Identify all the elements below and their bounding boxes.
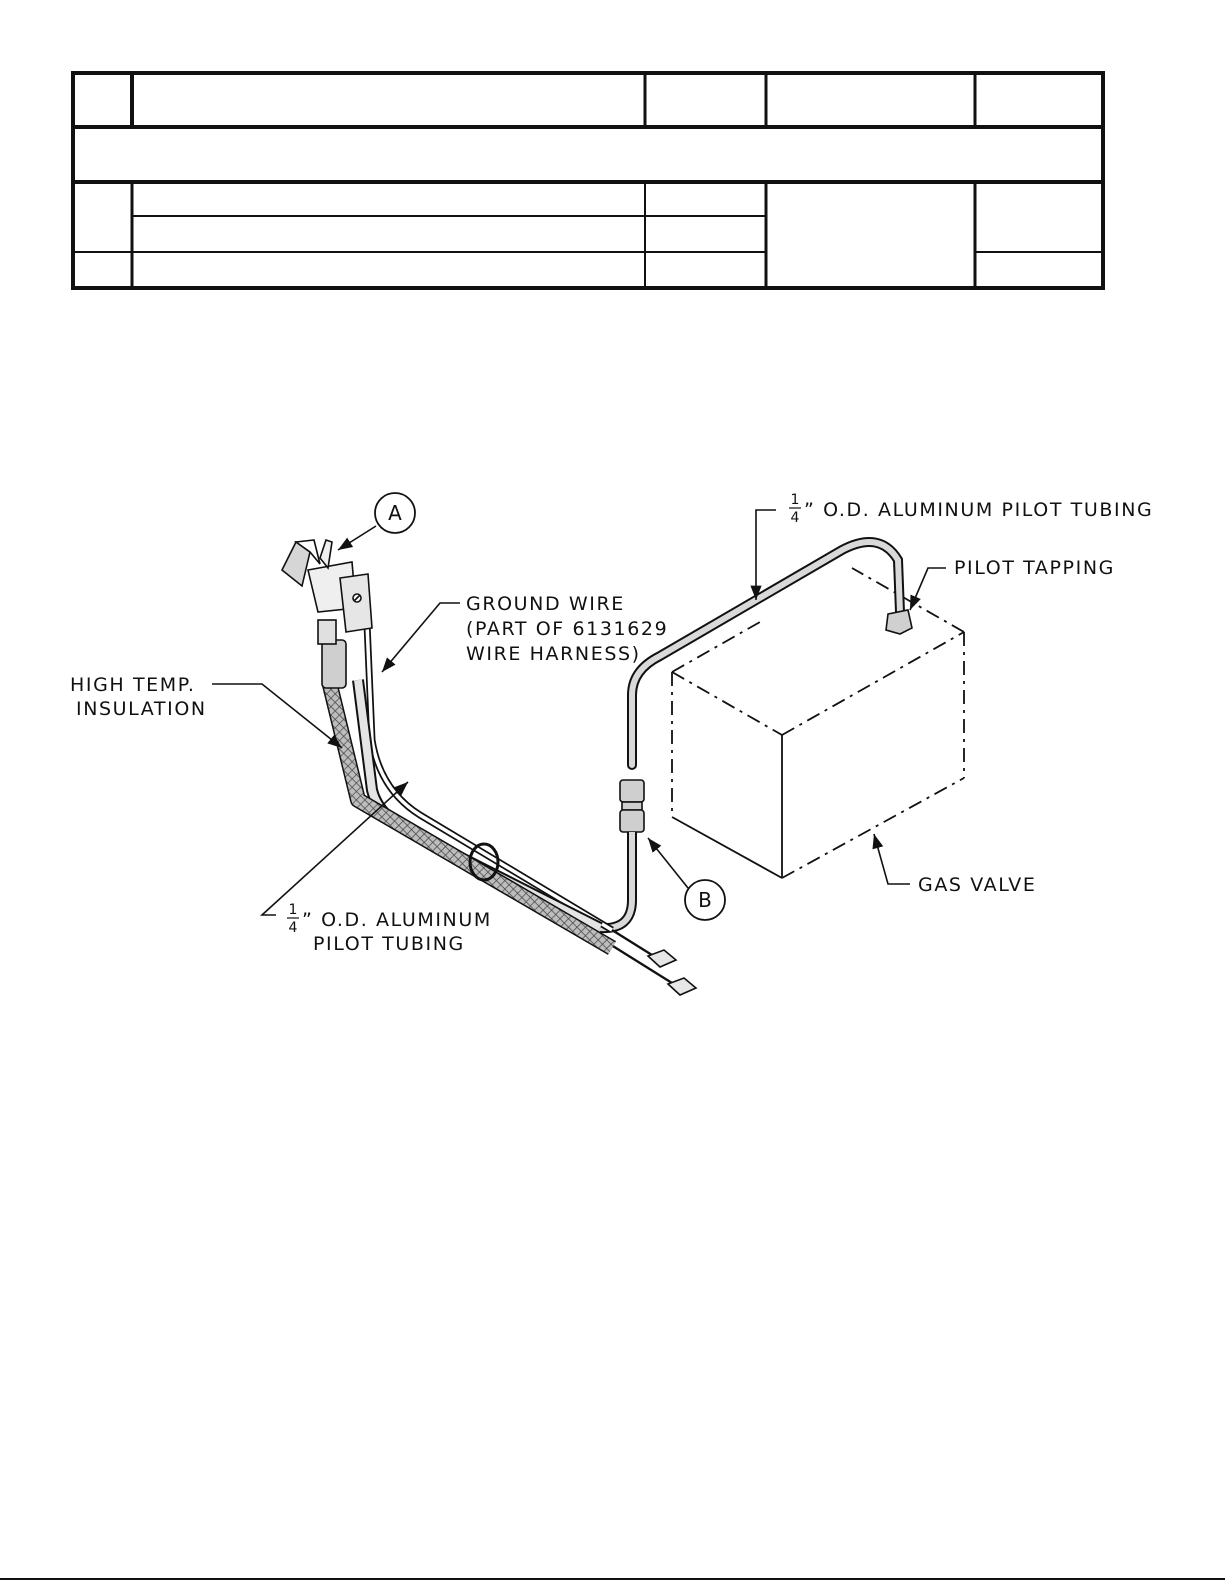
tubing-lower-leader <box>262 782 408 915</box>
callout-b-label: B <box>698 888 712 912</box>
callout-b-leader <box>648 838 688 888</box>
pilot-assembly-diagram <box>0 460 1225 1060</box>
tubing-upper-fraction-num: 1 <box>790 492 800 508</box>
insulation-leader <box>212 684 342 748</box>
tubing-lower-label-line2: PILOT TUBING <box>313 933 465 955</box>
ground-wire-label-line3: WIRE HARNESS) <box>466 643 641 665</box>
tubing-lower-fraction-num: 1 <box>288 902 298 918</box>
insulation-label-line2: INSULATION <box>76 698 207 720</box>
parts-table <box>71 71 1105 290</box>
gas-valve-leader <box>874 834 910 884</box>
tubing-upper-label: ” O.D. ALUMINUM PILOT TUBING <box>804 499 1154 521</box>
pilot-tapping-leader <box>910 568 946 610</box>
ground-wire-leader <box>382 603 460 672</box>
gas-valve-box <box>672 568 964 878</box>
compression-fitting <box>620 780 644 832</box>
ground-wire-label-line1: GROUND WIRE <box>466 593 625 615</box>
tubing-upper-fraction-den: 4 <box>790 510 800 526</box>
insulation-label-line1: HIGH TEMP. <box>70 674 196 696</box>
tubing-lower-fraction-den: 4 <box>288 920 298 936</box>
pilot-tubing-lower <box>358 680 600 928</box>
pilot-tapping-nut <box>886 610 912 634</box>
pilot-tapping-label: PILOT TAPPING <box>954 557 1115 579</box>
gas-valve-label: GAS VALVE <box>918 874 1037 896</box>
callout-a-leader <box>338 526 376 550</box>
pilot-burner <box>282 540 372 688</box>
page-bottom-rule <box>0 1578 1225 1580</box>
callout-a-label: A <box>388 501 402 525</box>
tubing-lower-label-line1: ” O.D. ALUMINUM <box>302 909 492 931</box>
ground-wire-label-line2: (PART OF 6131629 <box>466 618 669 640</box>
